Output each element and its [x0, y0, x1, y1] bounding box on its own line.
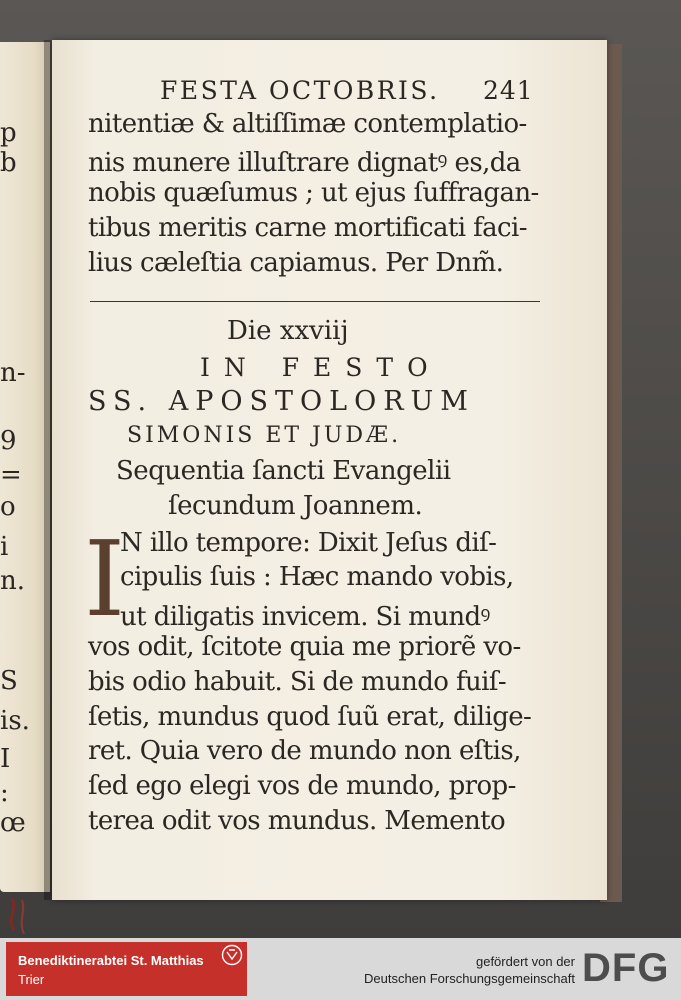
drop-cap: I: [84, 518, 126, 640]
gospel-intro: Sequentia ſancti Evangelii: [116, 456, 451, 486]
text-line: ret. Quia vero de mundo non eſtis,: [88, 736, 521, 766]
feast-date: Die xxviij: [227, 316, 349, 346]
text-line: cipulis ſuis : Hæc mando vobis,: [120, 562, 514, 592]
section-divider: [90, 301, 540, 302]
text-line: bis odio habuit. Si de mundo fuiſ-: [88, 667, 507, 697]
abbey-logo-icon: [221, 944, 243, 966]
page-number: 241: [483, 76, 534, 105]
left-page-fragment: i: [0, 532, 9, 562]
funding-note: gefördert von der: [475, 954, 575, 969]
feast-title-line-2: SS. APOSTOLORUM: [88, 386, 475, 417]
left-page-fragment: œ: [0, 808, 26, 838]
left-page-fragment: o: [0, 492, 16, 522]
text-line: nis munere illuſtrare dignatꝰ es,da: [88, 148, 521, 178]
text-line: ut diligatis invicem. Si mundꝰ: [120, 602, 490, 632]
left-page-fragment: =: [0, 460, 22, 490]
gospel-intro: ſecundum Joannem.: [168, 491, 423, 521]
left-page-fragment: S: [0, 666, 18, 696]
left-page-fragment: b: [0, 148, 17, 178]
text-line: lius cæleſtia capiamus. Per Dnm̃.: [88, 248, 504, 278]
text-line: tibus meritis carne mortificati faci-: [88, 213, 527, 243]
text-line: vos odit, ſcitote quia me priorẽ vo-: [88, 632, 521, 662]
text-line: N illo tempore: Dixit Jeſus diſ-: [120, 528, 497, 558]
left-page-fragment: p: [0, 118, 17, 148]
ribbon-bookmark: [0, 898, 60, 938]
text-line: ſetis, mundus quod ſuũ erat, dilige-: [88, 702, 532, 732]
funder-name: Deutschen Forschungsgemeinschaft: [363, 971, 575, 986]
text-line: ſed ego elegi vos de mundo, prop-: [88, 771, 516, 801]
library-city: Trier: [18, 972, 45, 987]
left-page-fragment: n-: [0, 358, 26, 388]
library-badge[interactable]: [6, 942, 247, 996]
feast-title-line-3: SIMONIS ET JUDÆ.: [127, 423, 402, 448]
running-title: FESTA OCTOBRIS.: [160, 76, 440, 105]
left-page-fragment: I: [0, 744, 11, 774]
left-page-fragment: n.: [0, 566, 26, 596]
left-page-fragment: is.: [0, 706, 30, 736]
feast-title-line-1: IN FESTO: [200, 353, 442, 382]
left-page-fragment: 9: [0, 426, 17, 456]
left-page-fragment: :: [0, 778, 9, 808]
text-line: nobis quæſumus ; ut ejus ſuffragan-: [88, 178, 539, 208]
dfg-logo[interactable]: DFG: [582, 946, 670, 990]
text-line: terea odit vos mundus. Memento: [88, 806, 505, 836]
text-line: nitentiæ & altiſſimæ contemplatio-: [88, 109, 527, 139]
library-name: Benediktinerabtei St. Matthias: [18, 953, 204, 968]
